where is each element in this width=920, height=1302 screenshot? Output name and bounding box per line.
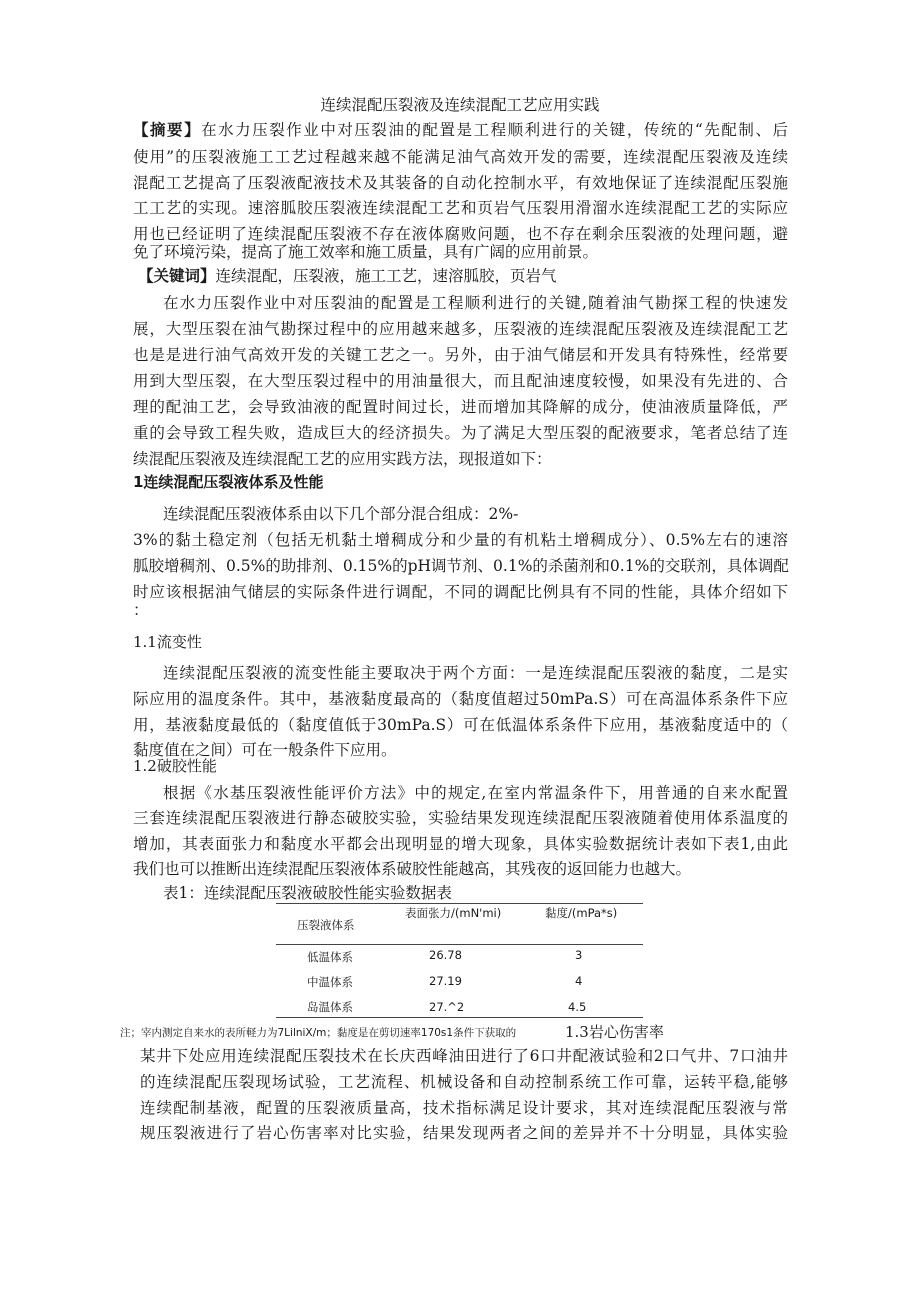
abstract-line: 工工艺的实现。速溶胍胶压裂液连续混配工艺和页岩气压裂用滑溜水连续混配工艺的实际应 xyxy=(133,199,788,217)
abstract-line: 使用”的压裂液施工工艺过程越来越不能满足油气高效开发的需要，连续混配压裂液及连续 xyxy=(133,148,788,166)
table-cell: 4.5 xyxy=(568,1000,587,1014)
abstract-line xyxy=(133,120,788,140)
table-bottom-rule xyxy=(276,1017,643,1018)
subsection-heading: 1.1流变性 xyxy=(133,633,202,651)
section1-3-line: 规压裂液进行了岩心伤害率对比实验，结果发现两者之间的差异并不十分明显，具体实验 xyxy=(140,1124,788,1142)
table-cell: 27.19 xyxy=(429,974,462,988)
document-title: 连续混配压裂液及连续混配工艺应用实践 xyxy=(320,96,600,114)
section1-3-line: 某井下处应用连续混配压裂技术在长庆西峰油田进行了6口井配液试验和2口气井、7口油井 xyxy=(140,1047,788,1065)
table-header-cell: 表面张力/(mN'mi) xyxy=(405,906,502,920)
keywords-label: 【关键词】 xyxy=(138,266,216,285)
section1-line: 时应该根据油气储层的实际条件进行调配，不同的调配比例具有不同的性能，具体介绍如下 xyxy=(133,583,788,601)
subsection-heading: 1.2破胶性能 xyxy=(133,757,217,775)
section1-3-line: 连续配制基液，配置的压裂液质量高，技术指标满足设计要求，其对连续混配压裂液与常 xyxy=(140,1099,788,1117)
section1-1-line: 连续混配压裂液的流变性能主要取决于两个方面：一是连续混配压裂液的黏度，二是实 xyxy=(163,664,788,682)
section1-line: 连续混配压裂液体系由以下几个部分混合组成：2%- xyxy=(163,505,519,523)
abstract-text: 在水力压裂作业中对压裂油的配置是工程顺利进行的关键，传统的“先配制、后 xyxy=(201,121,788,139)
abstract-label: 【摘要】 xyxy=(133,120,202,139)
section1-1-line: 际应用的温度条件。其中，基液黏度最高的（黏度值超过50mPa.S）可在高温体系条件下应 xyxy=(133,690,788,708)
intro-line: 理的配油工艺，会导致油液的配置时间过长，进而增加其降解的成分，使油液质量降低，严 xyxy=(133,398,788,416)
table-header-cell: 压裂液体系 xyxy=(297,918,355,932)
table-top-rule xyxy=(276,903,643,904)
abstract-line: 混配工艺提高了压裂液配液技术及其装备的自动化控制水平，有效地保证了连续混配压裂施 xyxy=(133,174,788,192)
table-cell: 26.78 xyxy=(429,948,462,962)
table-caption: 表1：连续混配压裂液破胶性能实验数据表 xyxy=(163,884,452,902)
table-note: 注；宰内测定自来水的表所軽力为7LilniX/m；黏度是在剪切速率170s1条件下获取的 xyxy=(120,1027,517,1039)
section1-2-line: 三套连续混配压裂液进行静态破胶实验，实验结果发现连续混配压裂液随着使用体系温度的 xyxy=(133,809,788,827)
section1-2-line: 根据《水基压裂液性能评价方法》中的规定,在室内常温条件下，用普通的自来水配置 xyxy=(163,784,788,802)
section1-line: ： xyxy=(133,601,149,619)
section1-3-line: 的连续混配压裂现场试验，工艺流程、机械设备和自动控制系统工作可靠，运转平稳,能够 xyxy=(140,1073,788,1091)
intro-line: 用到大型压裂，在大型压裂过程中的用油量很大，而且配油速度较慢，如果没有先进的、合 xyxy=(133,372,788,390)
table-cell: 岛温体系 xyxy=(307,1000,353,1014)
intro-line: 重的会导致工程失败，造成巨大的经济损失。为了满足大型压裂的配液要求，笔者总结了连 xyxy=(133,424,788,442)
subsection-heading: 1.3岩心伤害率 xyxy=(565,1023,664,1041)
table-cell: 中温体系 xyxy=(307,975,353,989)
intro-line: 续混配压裂液及连续混配工艺的应用实践方法，现报道如下： xyxy=(133,450,552,468)
abstract-line: 用也已经证明了连续混配压裂液不存在液体腐败问题，也不存在剩余压裂液的处理问题，避 xyxy=(133,225,788,243)
table-header-rule xyxy=(276,944,643,945)
table-header-cell: 黏度/(mPa*s) xyxy=(545,906,618,920)
section-heading: 1连续混配压裂液体系及性能 xyxy=(133,473,324,491)
section1-line: 3%的黏土稳定剂（包括无机黏土增稠成分和少量的有机粘土增稠成分）、0.5%左右的速溶 xyxy=(133,531,788,549)
table-cell: 3 xyxy=(575,948,583,962)
intro-line: 在水力压裂作业中对压裂油的配置是工程顺利进行的关键,随着油气勘探工程的快速发 xyxy=(163,294,788,312)
table-cell: 4 xyxy=(575,974,583,988)
table-cell: 27.^2 xyxy=(429,1000,465,1014)
keywords-line xyxy=(138,266,557,286)
keywords-text: 连续混配，压裂液，施工工艺，速溶胍胶，页岩气 xyxy=(215,267,557,285)
section1-2-line: 我们也可以推断出连续混配压裂液体系破胶性能越高，其残夜的返回能力也越大。 xyxy=(133,860,692,878)
abstract-line: 免了环境污染，提高了施工效率和施工质量，具有广阔的应用前景。 xyxy=(133,243,599,261)
section1-line: 胍胶增稠剂、0.5%的助排剂、0.15%的pH调节剂、0.1%的杀菌剂和0.1%的交联剂，具体调配 xyxy=(133,557,789,575)
table-cell: 低温体系 xyxy=(307,950,353,964)
section1-2-line: 增加，其表面张力和黏度水平都会出现明显的增大现象，具体实验数据统计表如下表1,由此 xyxy=(133,835,788,853)
intro-line: 也是是进行油气高效开发的关键工艺之一。另外，由于油气储层和开发具有特殊性，经常要 xyxy=(133,346,788,364)
section1-1-line: 黏度值在之间）可在一般条件下应用。 xyxy=(133,741,397,759)
section1-1-line: 用，基液黏度最低的（黏度值低于30mPa.S）可在低温体系条件下应用，基液黏度适中的（ xyxy=(133,716,788,734)
intro-line: 展，大型压裂在油气勘探过程中的应用越来越多，压裂液的连续混配压裂液及连续混配工艺 xyxy=(133,320,788,338)
